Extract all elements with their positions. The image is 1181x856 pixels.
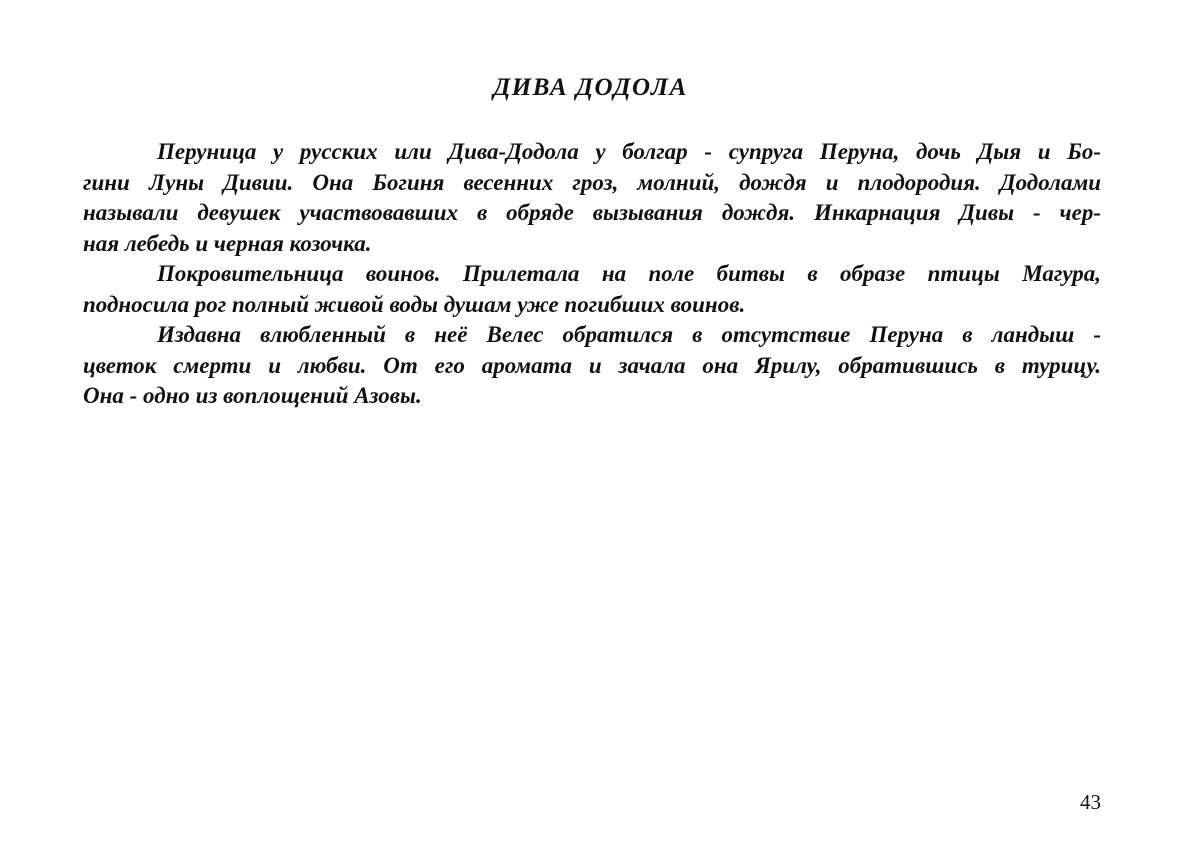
page-title: ДИВА ДОДОЛА (493, 74, 688, 101)
paragraph (83, 137, 1101, 259)
text-line: Покровительница воинов. Прилетала на поле битвы в образе птицы Магура, (157, 261, 1101, 286)
text-line: Она - одно из воплощений Азовы. (83, 383, 422, 408)
text-line: подносила рог полный живой воды душам уже погибших воинов. (83, 291, 746, 317)
text-line: ная лебедь и черная козочка. (83, 230, 372, 256)
text-line: называли девушек участвовавших в обряде вызывания дождя. Инкарнация Дивы - чер- (83, 200, 1101, 225)
text-line: Перуница у русских или Дива-Додола у болгар - супруга Перуна, дочь Дыя и Бо- (157, 139, 1101, 164)
paragraph (83, 259, 1101, 320)
text-line: Издавна влюбленный в неё Велес обратился в отсутствие Перуна в ландыш - (157, 322, 1101, 347)
paragraph (83, 320, 1101, 412)
text-line: цветок смерти и любви. От его аромата и зачала она Ярилу, обратившись в турицу. (83, 352, 1101, 378)
page-number: 43 (1080, 790, 1101, 814)
document-body (83, 137, 1101, 412)
text-line: гини Луны Дивии. Она Богиня весенних гроз, молний, дождя и плодородия. Додолами (83, 169, 1101, 195)
